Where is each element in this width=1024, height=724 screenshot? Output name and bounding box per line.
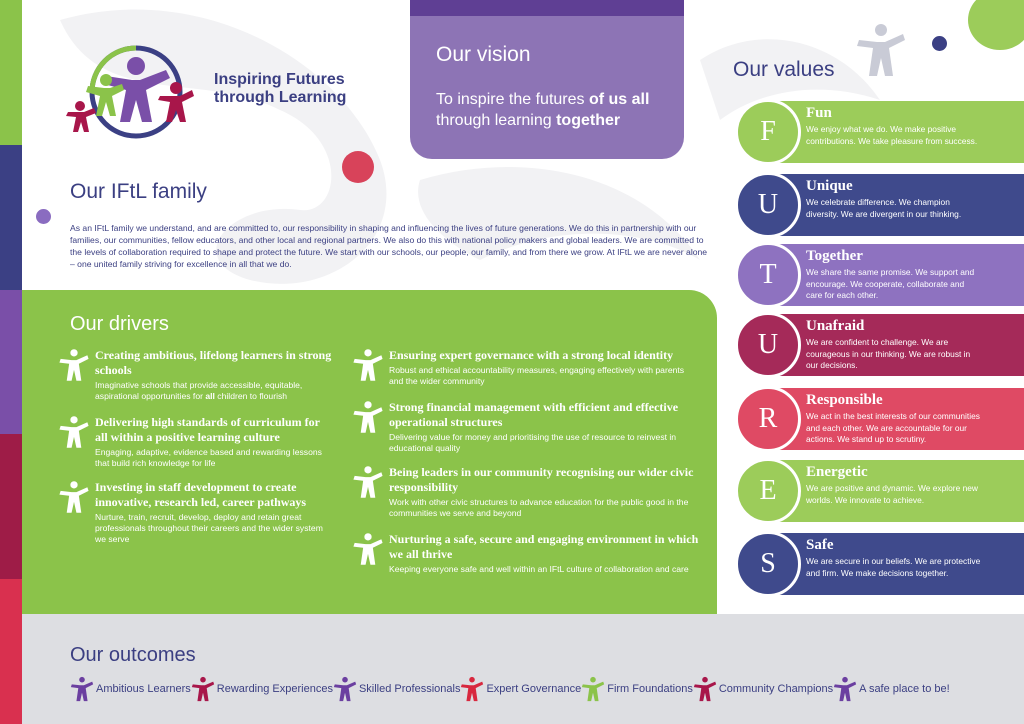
driver-item [389, 532, 699, 575]
driver-figure-icon [353, 532, 383, 566]
driver-text [95, 512, 335, 545]
driver-item [95, 480, 335, 545]
decor-dot-purple [36, 209, 51, 224]
driver-text [95, 447, 335, 469]
value-letter-circle: S [735, 531, 801, 597]
value-name: Energetic [806, 464, 868, 480]
outcomes-panel [22, 614, 1024, 724]
driver-item [389, 400, 699, 454]
value-row [735, 533, 1024, 595]
value-name: Safe [806, 537, 834, 553]
driver-text-part: Work with other civic structures to advance education for the public good in the communities we serve and beyond [389, 497, 689, 518]
value-row [735, 101, 1024, 163]
value-row [735, 460, 1024, 522]
value-letter-circle: R [735, 386, 801, 452]
logo-line-2: through Learning [214, 89, 347, 106]
value-description: We act in the best interests of our communities and each other. We are accountable for our actions. We stand up to scrutiny. [806, 411, 980, 444]
outcome-figure-icon [693, 676, 717, 702]
driver-text-part: Delivering value for money and prioritising the use of resource to reinvest in educational quality [389, 432, 677, 453]
outcome-label: Expert Governance [486, 683, 582, 695]
driver-title: Investing in staff development to create innovative, research led, career pathways [95, 480, 307, 509]
outcome-item [460, 676, 581, 702]
driver-title: Being leaders in our community recognising our wider civic responsibility [389, 465, 694, 494]
value-description: We are secure in our beliefs. We are protective and firm. We make decisions together. [806, 556, 981, 578]
driver-text-part: Robust and ethical accountability measures, engaging effectively with parents and the wider community [389, 365, 685, 386]
driver-text-part: Keeping everyone safe and well within an IFtL culture of collaboration and care [389, 564, 689, 574]
vision-panel [410, 0, 684, 159]
outcome-item [693, 676, 833, 702]
outcome-label: Firm Foundations [607, 683, 693, 695]
logo-wordmark [214, 71, 346, 107]
outcome-label: Community Champions [718, 683, 834, 695]
outcome-item [333, 676, 461, 702]
drivers-panel [22, 290, 717, 614]
outcome-figure-icon [333, 676, 357, 702]
vision-text-bold: together [556, 112, 621, 129]
decor-figure-icon [857, 22, 905, 78]
value-letter-circle: E [735, 458, 801, 524]
outcome-list [70, 676, 950, 702]
outcome-label: Rewarding Experiences [216, 683, 333, 695]
outcome-figure-icon [460, 676, 484, 702]
value-description: We are positive and dynamic. We explore new worlds. We innovate to achieve. [806, 483, 978, 505]
iftl-logo [66, 40, 206, 140]
decor-dot-navy [932, 36, 947, 51]
values-title: Our values [733, 58, 835, 81]
value-description: We celebrate difference. We champion diversity. We are divergent in our thinking. [806, 197, 962, 219]
driver-title: Creating ambitious, lifelong learners in strong schools [95, 348, 332, 377]
driver-figure-icon [59, 348, 89, 382]
driver-figure-icon [353, 400, 383, 434]
driver-text-part: Nurture, train, recruit, develop, deploy and retain great professionals throughout their careers and the wider system we serve [95, 512, 323, 544]
outcome-item [581, 676, 693, 702]
driver-figure-icon [59, 480, 89, 514]
driver-text [389, 365, 699, 387]
outcome-item [833, 676, 950, 702]
driver-text [95, 380, 335, 402]
value-name: Unafraid [806, 318, 865, 334]
value-letter-circle: F [735, 99, 801, 165]
driver-item [95, 348, 335, 402]
outcome-label: Skilled Professionals [358, 683, 461, 695]
value-row [735, 244, 1024, 306]
outcome-figure-icon [833, 676, 857, 702]
driver-text [389, 497, 699, 519]
value-name: Fun [806, 105, 832, 121]
driver-title: Nurturing a safe, secure and engaging environment in which we all thrive [389, 532, 699, 561]
driver-item [389, 465, 699, 519]
outcome-label: Ambitious Learners [96, 683, 191, 695]
value-row [735, 174, 1024, 236]
driver-text [389, 432, 699, 454]
decor-dot-red [342, 151, 374, 183]
drivers-title: Our drivers [70, 313, 169, 335]
driver-text-part: Imaginative schools that provide accessible, equitable, aspirational opportunities for [95, 380, 303, 401]
driver-figure-icon [353, 465, 383, 499]
driver-figure-icon [59, 415, 89, 449]
value-name: Together [806, 248, 863, 264]
value-letter-circle: T [735, 242, 801, 308]
outcome-figure-icon [70, 676, 94, 702]
vision-text-part: To inspire the futures [436, 91, 589, 108]
value-description: We enjoy what we do. We make positive contributions. We take pleasure from success. [806, 124, 978, 146]
driver-text-part: all [205, 391, 215, 401]
outcome-item [191, 676, 333, 702]
value-description: We are confident to challenge. We are courageous in our thinking. We are robust in our decisions. [806, 337, 971, 370]
family-title: Our IFtL family [70, 180, 207, 203]
outcome-figure-icon [581, 676, 605, 702]
driver-title: Strong financial management with efficient and effective operational structures [389, 400, 679, 429]
vision-text [436, 89, 676, 131]
outcome-item [70, 676, 191, 702]
value-letter-circle: U [735, 312, 801, 378]
driver-text [389, 564, 699, 575]
driver-item [389, 348, 699, 387]
value-name: Responsible [806, 392, 883, 408]
driver-title: Delivering high standards of curriculum for all within a positive learning culture [95, 415, 320, 444]
family-text: As an IFtL family we understand, and are committed to, our responsibility in shaping and influencing the lives of future generations. We do this in partnership with our families, our communities, fellow educators, and other local and regional partners. We also do this with national policy makers and global leaders. We are committed to the levels of collaboration required to shape and protect the future. We start with our schools, our people, our family, and from there we grow. At IFtL we are never alone – one united family striving for excellence in all that we do. [70, 223, 708, 269]
driver-text-part: Engaging, adaptive, evidence based and rewarding lessons that build rich knowledge for life [95, 447, 322, 468]
driver-item [95, 415, 335, 469]
outcome-figure-icon [191, 676, 215, 702]
value-row [735, 314, 1024, 376]
logo-line-1: Inspiring Futures [214, 71, 345, 88]
outcome-label: A safe place to be! [859, 683, 950, 695]
driver-text-part: children to flourish [214, 391, 288, 401]
value-description: We share the same promise. We support and encourage. We cooperate, collaborate and care for each other. [806, 267, 975, 300]
driver-figure-icon [353, 348, 383, 382]
value-row [735, 388, 1024, 450]
driver-title: Ensuring expert governance with a strong local identity [389, 348, 674, 362]
vision-title: Our vision [436, 43, 531, 66]
value-letter-circle: U [735, 172, 801, 238]
vision-top-bar [410, 0, 684, 16]
vision-text-part: through learning [436, 112, 557, 129]
outcomes-title: Our outcomes [70, 644, 196, 666]
value-name: Unique [806, 178, 853, 194]
vision-text-bold: of us all [588, 91, 650, 108]
